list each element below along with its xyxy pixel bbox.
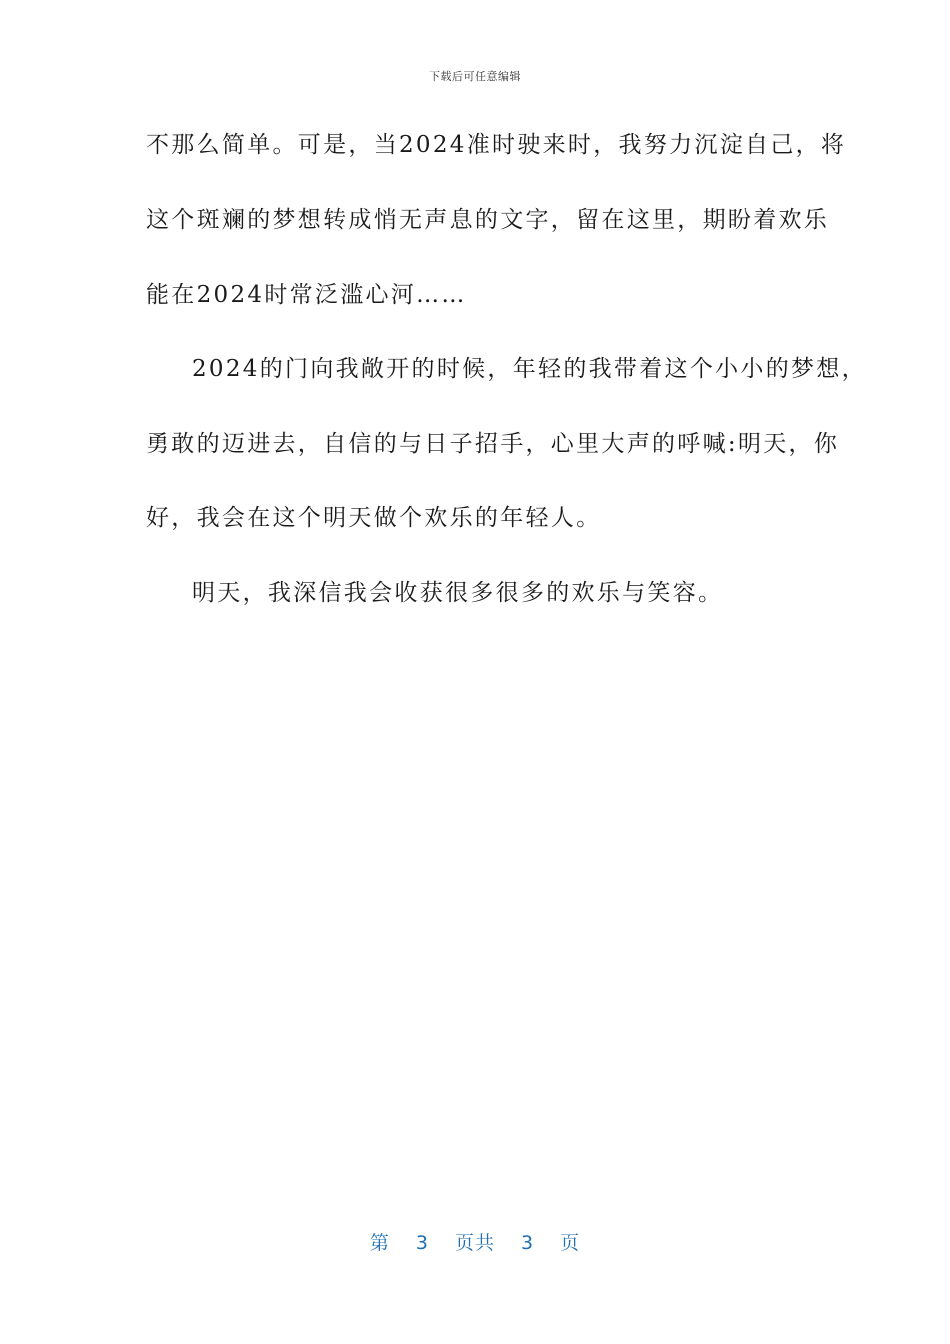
body-line-2: 这个斑斓的梦想转成悄无声息的文字，留在这里，期盼着欢乐: [146, 207, 830, 233]
body-line-5: 勇敢的迈进去，自信的与日子招手，心里大声的呼喊:明天，你: [146, 431, 840, 457]
footer-current-page: 3: [415, 1232, 429, 1254]
page-header: 下载后可任意编辑: [429, 70, 521, 83]
footer-suffix: 页: [560, 1232, 581, 1254]
body-line-1: 不那么简单。可是，当2024准时驶来时，我努力沉淀自己，将: [146, 132, 847, 158]
body-line-6: 好，我会在这个明天做个欢乐的年轻人。: [146, 505, 602, 531]
body-line-7: 明天，我深信我会收获很多很多的欢乐与笑容。: [192, 580, 724, 606]
footer-prefix: 第: [369, 1232, 390, 1254]
body-line-4: 2024的门向我敞开的时候，年轻的我带着这个小小的梦想，: [192, 356, 867, 382]
footer-total-pages: 3: [521, 1232, 535, 1254]
footer-middle: 页共: [454, 1232, 495, 1254]
body-line-3: 能在2024时常泛滥心河……: [146, 282, 467, 308]
page-footer: [0, 1228, 950, 1255]
